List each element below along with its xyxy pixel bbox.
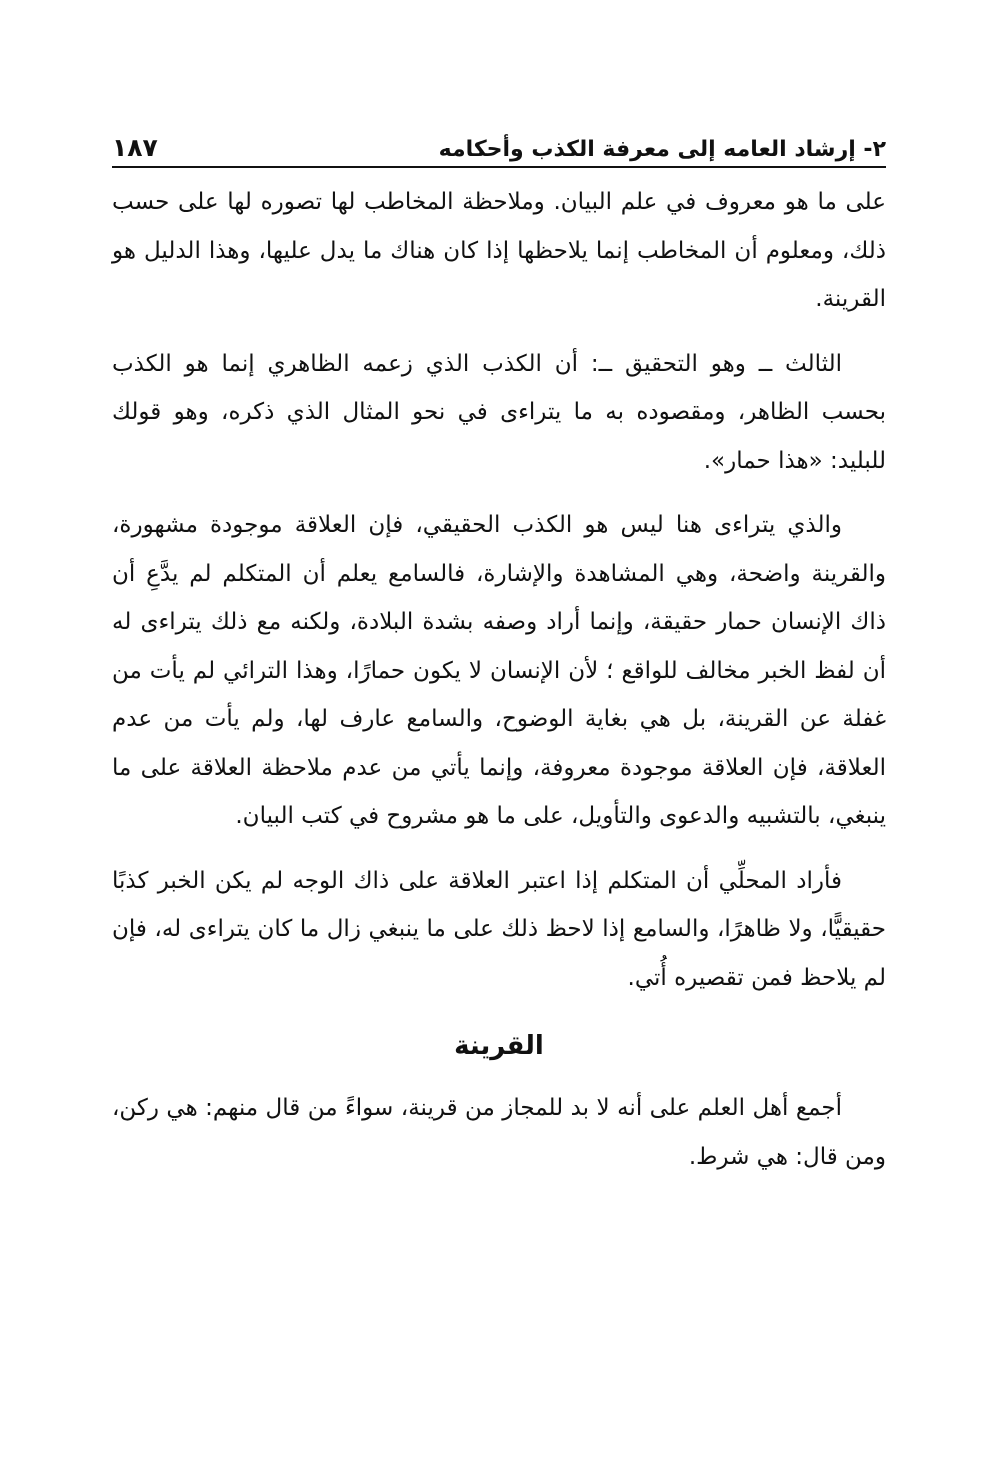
paragraph-mahalli-intent: فأراد المحلِّي أن المتكلم إذا اعتبر العلاقة على ذاك الوجه لم يكن الخبر كذبًا حقيقيًّا، ولا ظاهرًا، والسامع إذا لاحظ ذلك على ما ينبغي زال ما كان يتراءى له، فإن لم يلاحظ فمن تقصيره أُتي.	[112, 867, 886, 991]
page-header	[112, 118, 886, 168]
section-paragraph: أجمع أهل العلم على أنه لا بد للمجاز من قرينة، سواءً من قال منهم: هي ركن، ومن قال: هي شرط.	[112, 1095, 886, 1170]
book-page	[112, 118, 886, 1181]
paragraph-continuation: على ما هو معروف في علم البيان. وملاحظة المخاطب لها تصوره لها على حسب ذلك، ومعلوم أن المخاطب إنما يلاحظها إذا كان هناك ما يدل عليها، وهذا الدليل هو القرينة.	[112, 189, 886, 312]
paragraph-third-view: الثالث ــ وهو التحقيق ــ: أن الكذب الذي زعمه الظاهري إنما هو الكذب بحسب الظاهر، ومقصوده به ما يتراءى في نحو المثال الذي ذكره، وهو قولك للبليد: «هذا حمار».	[112, 350, 886, 474]
running-title: ٢- إرشاد العامه إلى معرفة الكذب وأحكامه	[438, 137, 886, 162]
page-number: ١٨٧	[112, 133, 158, 162]
paragraph-apparent-lie: والذي يتراءى هنا ليس هو الكذب الحقيقي، فإن العلاقة موجودة مشهورة، والقرينة واضحة، وهي المشاهدة والإشارة، فالسامع يعلم أن المتكلم لم يدَّعِ أن ذاك الإنسان حمار حقيقة، وإنما أراد وصفه بشدة البلادة، ولكنه مع ذلك يتراءى له أن لفظ الخبر مخالف للواقع ؛ لأن الإنسان لا يكون حمارًا، وهذا الترائي لم يأت من غفلة عن القرينة، بل هي بغاية الوضوح، والسامع عارف لها، ولم يأت من عدم العلاقة، فإن العلاقة موجودة معروفة، وإنما يأتي من عدم ملاحظة العلاقة على ما ينبغي، بالتشبيه والدعوى والتأويل، على ما هو مشروح في كتب البيان.	[112, 512, 886, 829]
page-body	[112, 178, 886, 1181]
section-heading: القرينة	[454, 1031, 544, 1061]
